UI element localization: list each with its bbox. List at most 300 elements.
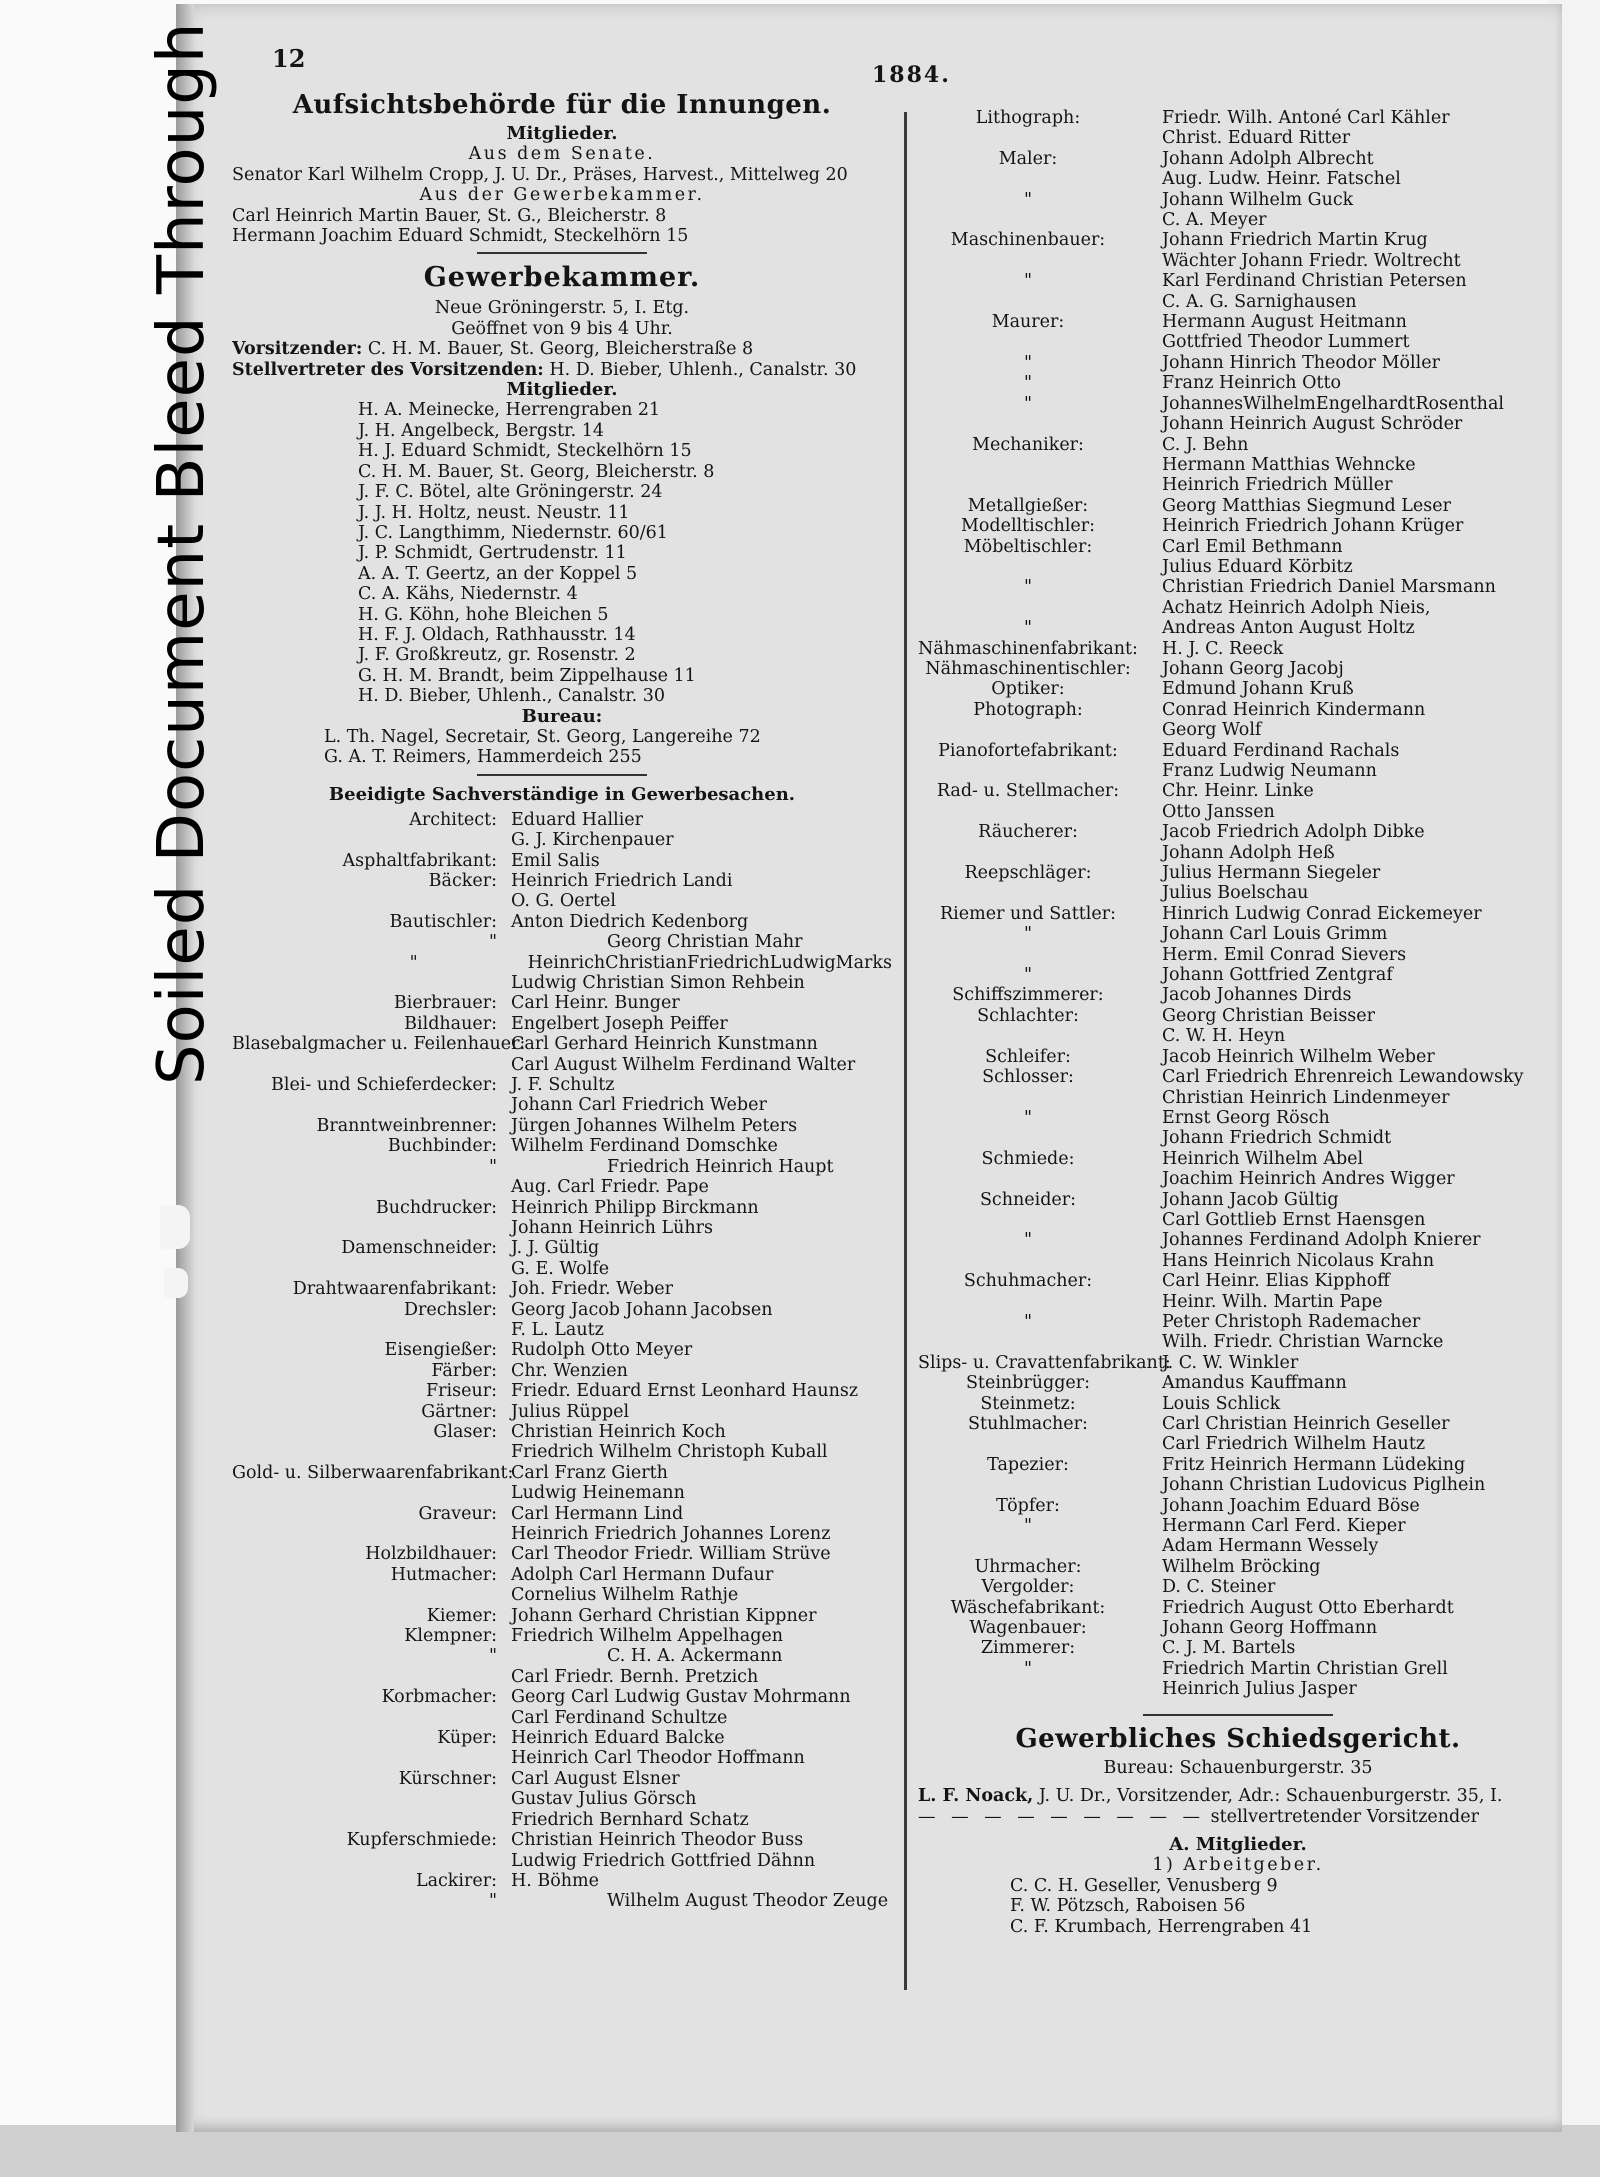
scan-bottom-margin (0, 2125, 1600, 2177)
sv-expert-name: Hinrich Ludwig Conrad Eickemeyer (1162, 903, 1482, 924)
sv-trade-label (232, 1442, 511, 1462)
sv-entry-row (232, 1259, 892, 1279)
sv-trade-label: Schlachter: (977, 1005, 1079, 1026)
gk-member-row: A. A. T. Geertz, an der Koppel 5 (358, 563, 638, 584)
sv-entry-row (232, 1116, 892, 1136)
gk-member-row: J. J. H. Holtz, neust. Neustr. 11 (358, 502, 630, 523)
sv-expert-name: Georg Jacob Johann Jacobsen (511, 1299, 773, 1320)
sv-trade-label (918, 843, 1138, 863)
schiedsgericht-bureau: Bureau: Schauenburgerstr. 35 (1103, 1757, 1373, 1778)
sv-entry-row (232, 1708, 892, 1728)
sv-trade-label: Töpfer: (996, 1495, 1060, 1516)
sv-trade-label: Holzbildhauer: (365, 1544, 497, 1565)
sv-expert-name: Johann Gerhard Christian Kippner (511, 1605, 817, 1626)
sv-trade-label: Damenschneider: (341, 1238, 497, 1259)
sv-trade-label: Maschinenbauer: (950, 230, 1106, 251)
sv-entry-row (918, 1536, 1558, 1556)
sv-trade-label (232, 1524, 511, 1544)
sv-expert-name: Ludwig Heinemann (511, 1483, 685, 1504)
sv-expert-name: Johann Carl Friedrich Weber (511, 1095, 767, 1116)
sv-expert-name: Hermann August Heitmann (1162, 312, 1407, 333)
sv-entry-row (918, 1190, 1558, 1210)
sv-expert-name: Herm. Emil Conrad Sievers (1162, 944, 1407, 965)
sv-trade-label (232, 1320, 511, 1340)
sachverstaendige-title: Beeidigte Sachverständige in Gewerbesachen. (328, 783, 796, 805)
schiedsgericht-chair-name: L. F. Noack, (918, 1786, 1034, 1807)
sv-expert-name: Johann Christian Ludovicus Piglhein (1162, 1475, 1486, 1496)
sv-trade-label: Drahtwaarenfabrikant: (292, 1279, 497, 1300)
sv-entry-row (918, 1659, 1558, 1679)
sv-expert-name: Carl Friedrich Wilhelm Hautz (1162, 1434, 1426, 1455)
sv-expert-name: Georg Carl Ludwig Gustav Mohrmann (511, 1687, 851, 1708)
sv-expert-name: Jacob Johannes Dirds (1162, 985, 1352, 1006)
sv-trade-label: Nähmaschinenfabrikant: (918, 638, 1138, 659)
sv-entry-row (232, 1483, 892, 1503)
sv-expert-name: O. G. Oertel (511, 891, 616, 912)
sv-entry-row (232, 993, 892, 1013)
sv-trade-label: Wagenbauer: (969, 1618, 1087, 1639)
sv-trade-label: Korbmacher: (381, 1687, 497, 1708)
sv-entry-row (232, 1442, 892, 1462)
sv-entry-row (918, 128, 1558, 148)
sv-entry-row (232, 912, 892, 932)
sv-expert-name: H. J. C. Reeck (1162, 638, 1284, 659)
sv-expert-name: Carl August Wilhelm Ferdinand Walter (511, 1054, 856, 1075)
sv-expert-name: Wilhelm August Theodor Zeuge (607, 1891, 889, 1912)
sv-entry-row (918, 149, 1558, 169)
sv-entry-row (232, 1544, 892, 1564)
sv-entry-row (918, 1271, 1558, 1291)
sv-trade-label: Schuhmacher: (963, 1271, 1093, 1292)
gewerbekammer-address: Neue Gröningerstr. 5, I. Etg. (434, 298, 690, 319)
sv-expert-name: Carl Friedr. Bernh. Pretzich (511, 1666, 759, 1687)
sv-entry-row (918, 230, 1558, 250)
sv-expert-name: Gottfried Theodor Lummert (1162, 332, 1410, 353)
sv-entry-row (918, 924, 1558, 944)
sv-entry-row (918, 271, 1558, 291)
sv-trade-label: Stuhlmacher: (968, 1414, 1088, 1434)
sv-expert-name: Engelbert Joseph Peiffer (511, 1013, 728, 1034)
sv-expert-name: Carl Emil Bethmann (1162, 536, 1343, 557)
sv-expert-name: G. E. Wolfe (511, 1258, 610, 1279)
sv-entry-row (918, 843, 1558, 863)
sv-trade-label: Metallgießer: (967, 495, 1089, 516)
sv-entry-row (918, 904, 1558, 924)
sv-trade-label (232, 1095, 511, 1115)
sv-entry-row (918, 1210, 1558, 1230)
sv-expert-name: D. C. Steiner (1162, 1577, 1276, 1598)
gk-member-row: C. A. Kähs, Niedernstr. 4 (358, 584, 578, 605)
sv-expert-name: Heinrich Julius Jasper (1162, 1679, 1357, 1700)
sv-expert-name: Carl Christian Heinrich Geseller (1162, 1414, 1450, 1434)
sv-trade-label (918, 598, 1138, 618)
sv-entry-row (918, 1128, 1558, 1148)
sv-expert-name: C. J. M. Bartels (1162, 1638, 1296, 1659)
sv-expert-name: J. C. W. Winkler (1162, 1352, 1299, 1373)
sv-trade-label: Reepschläger: (964, 863, 1092, 884)
sv-entry-row (918, 761, 1558, 781)
sv-trade-label: Tapezier: (987, 1454, 1069, 1475)
gk-member-row: J. H. Angelbeck, Bergstr. 14 (358, 420, 604, 441)
sv-expert-name: Friedrich Heinrich Haupt (607, 1156, 834, 1177)
sv-expert-name: Otto Janssen (1162, 801, 1275, 822)
sv-trade-label: Asphaltfabrikant: (342, 850, 497, 871)
sv-trade-label: Architect: (409, 809, 497, 830)
sv-trade-label: Schneider: (979, 1189, 1077, 1210)
sv-entry-row (232, 973, 892, 993)
sv-expert-name: Wilh. Friedr. Christian Warncke (1162, 1332, 1444, 1353)
sv-trade-label: Graveur: (418, 1503, 497, 1524)
sv-trade-label (232, 973, 511, 993)
page-number: 12 (272, 44, 306, 73)
sv-trade-label: Bäcker: (428, 871, 497, 891)
sv-expert-name: Chr. Wenzien (511, 1360, 628, 1381)
sv-entry-row (232, 1157, 892, 1177)
sv-trade-label (232, 1585, 511, 1605)
gk-member-row: H. G. Köhn, hohe Bleichen 5 (358, 604, 609, 625)
sv-entry-row (918, 332, 1558, 352)
sv-expert-name: F. L. Lautz (511, 1319, 604, 1340)
column-divider (904, 112, 907, 1990)
sv-entry-row (918, 659, 1558, 679)
gk-member-row: J. F. C. Bötel, alte Gröningerstr. 24 (358, 482, 663, 503)
sv-trade-label: " (1023, 618, 1033, 639)
sv-trade-label: " (488, 932, 497, 953)
sv-trade-label: Pianofortefabrikant: (938, 740, 1118, 761)
sv-trade-label (918, 128, 1138, 148)
sv-expert-name: Heinrich Friedrich Johann Krüger (1162, 516, 1464, 537)
deputy-name: H. D. Bieber, Uhlenh., Canalstr. 30 (549, 359, 857, 380)
sv-trade-label: Blei- und Schieferdecker: (271, 1075, 497, 1096)
deputy-line (232, 360, 892, 380)
sv-trade-label (918, 1026, 1138, 1046)
sv-entry-row (232, 1361, 892, 1381)
employer-row: C. C. H. Geseller, Venusberg 9 (1010, 1875, 1278, 1896)
sv-expert-name: Adolph Carl Hermann Dufaur (511, 1564, 774, 1585)
sv-trade-label: Optiker: (991, 679, 1065, 700)
sv-entry-row (232, 1646, 892, 1666)
gk-members-title: Mitglieder. (506, 379, 618, 401)
sv-trade-label: Räucherer: (978, 822, 1078, 843)
sv-expert-name: C. A. G. Sarnighausen (1162, 291, 1357, 312)
schiedsgericht-deputy-text: stellvertretender Vorsitzender (1210, 1806, 1479, 1827)
sv-expert-name: Johann Georg Hoffmann (1162, 1618, 1378, 1639)
sv-expert-name: Jacob Friedrich Adolph Dibke (1162, 822, 1425, 843)
sv-trade-label: Schleifer: (985, 1046, 1071, 1067)
sv-expert-name: Adam Hermann Wessely (1162, 1536, 1379, 1557)
sv-entry-row (232, 1055, 892, 1075)
sv-expert-name: Friedrich Martin Christian Grell (1162, 1658, 1448, 1679)
sv-expert-name: J. F. Schultz (511, 1075, 615, 1096)
sv-trade-label: Steinbrügger: (965, 1373, 1091, 1394)
sv-entry-row (232, 1606, 892, 1626)
sv-expert-name: Peter Christoph Rademacher (1162, 1311, 1421, 1332)
left-column (232, 86, 892, 1912)
sv-trade-label (918, 883, 1138, 903)
sv-trade-label: Gold- u. Silberwaarenfabrikant: (232, 1462, 514, 1483)
sv-trade-label: " (1023, 373, 1033, 394)
sv-entry-row (918, 1557, 1558, 1577)
sv-expert-name: Ludwig Christian Simon Rehbein (511, 973, 805, 994)
sv-entry-row (232, 1381, 892, 1401)
sv-expert-name: Heinrich Carl Theodor Hoffmann (511, 1748, 805, 1769)
sv-trade-label: Branntweinbrenner: (316, 1115, 497, 1136)
deputy-dashes: — — — — — — — — — (918, 1806, 1206, 1827)
sv-expert-name: Julius Hermann Siegeler (1162, 863, 1381, 884)
sv-entry-row (232, 1769, 892, 1789)
sv-entry-row (918, 1353, 1558, 1373)
sv-entry-row (918, 557, 1558, 577)
sv-expert-name: Johann Gottfried Zentgraf (1162, 965, 1393, 986)
sv-trade-label: Glaser: (433, 1421, 497, 1442)
sv-entry-row (918, 1598, 1558, 1618)
sv-expert-name: Heinrich Wilhelm Abel (1162, 1148, 1364, 1169)
sv-expert-name: Johann Jacob Gültig (1162, 1189, 1339, 1210)
sv-trade-label: Eisengießer: (384, 1340, 497, 1361)
sv-entry-row (918, 455, 1558, 475)
gk-member-row: H. F. J. Oldach, Rathhausstr. 14 (358, 624, 636, 645)
chair-line (232, 339, 892, 359)
sv-trade-label (918, 720, 1138, 740)
gk-member-row: G. H. M. Brandt, beim Zippelhause 11 (358, 665, 696, 686)
sv-entry-row (232, 1218, 892, 1238)
sv-entry-row (918, 1373, 1558, 1393)
sv-entry-row (232, 1300, 892, 1320)
sv-trade-label (918, 1128, 1138, 1148)
sv-entry-row (918, 741, 1558, 761)
sv-entry-row (918, 475, 1558, 495)
sv-entry-row (918, 1312, 1558, 1332)
sv-expert-name: G. J. Kirchenpauer (511, 830, 674, 851)
sv-expert-name: Carl Gerhard Heinrich Kunstmann (511, 1034, 818, 1055)
sv-entry-row (918, 781, 1558, 801)
sv-trade-label: " (1023, 352, 1033, 373)
sv-trade-label: Färber: (431, 1360, 497, 1381)
chair-name: C. H. M. Bauer, St. Georg, Bleicherstraße 8 (367, 339, 754, 360)
sv-trade-label (918, 1088, 1138, 1108)
sv-expert-name: Heinr. Wilh. Martin Pape (1162, 1291, 1383, 1312)
sv-expert-name: Joachim Heinrich Andres Wigger (1162, 1169, 1455, 1190)
sv-expert-name: Carl Theodor Friedr. William Strüve (511, 1544, 831, 1565)
sv-trade-label: Buchdrucker: (375, 1197, 497, 1218)
sv-expert-name: Johann Georg Jacobj (1162, 658, 1344, 679)
sv-expert-name: Julius Boelschau (1162, 883, 1309, 904)
sv-expert-name: Christian Heinrich Koch (511, 1421, 726, 1442)
gk-member: Carl Heinrich Martin Bauer, St. G., Bleicherstr. 8 (232, 205, 667, 226)
sv-entry-row (918, 1108, 1558, 1128)
sv-trade-label (918, 1292, 1138, 1312)
sv-trade-label: Steinmetz: (980, 1393, 1076, 1414)
sv-right-list (918, 108, 1558, 1700)
sv-trade-label (232, 1055, 511, 1075)
sv-entry-row (918, 1047, 1558, 1067)
sv-trade-label (232, 1708, 511, 1728)
sv-expert-name: Franz Ludwig Neumann (1162, 761, 1377, 781)
sv-entry-row (232, 1136, 892, 1156)
sv-trade-label: Bildhauer: (404, 1013, 497, 1034)
sv-expert-name: Heinrich Philipp Birckmann (511, 1197, 759, 1218)
page-tear (164, 1268, 188, 1298)
sv-expert-name: C. H. A. Ackermann (607, 1646, 783, 1667)
sv-expert-name: Emil Salis (511, 850, 600, 871)
sv-expert-name: Hermann Matthias Wehncke (1162, 454, 1416, 475)
sv-entry-row (232, 1626, 892, 1646)
sv-trade-label: Wäschefabrikant: (950, 1597, 1106, 1618)
employer-row: C. F. Krumbach, Herrengraben 41 (1010, 1916, 1313, 1937)
bureau-row: G. A. T. Reimers, Hammerdeich 255 (324, 747, 642, 768)
sv-trade-label (918, 1679, 1138, 1699)
sv-trade-label: Rad- u. Stellmacher: (936, 781, 1120, 802)
sv-expert-name: Gustav Julius Görsch (511, 1789, 697, 1810)
sv-expert-name: Carl Heinr. Elias Kipphoff (1162, 1271, 1390, 1292)
sv-entry-row (918, 108, 1558, 128)
sv-expert-name: Julius Eduard Körbitz (1162, 556, 1353, 577)
sv-entry-row (918, 1149, 1558, 1169)
sv-trade-label (232, 1177, 511, 1197)
sv-expert-name: Carl Franz Gierth (511, 1462, 668, 1483)
sv-trade-label: Mechaniker: (972, 434, 1084, 455)
sv-trade-label: Slips- u. Cravattenfabrikant: (918, 1352, 1171, 1373)
sv-trade-label: Möbeltischler: (963, 536, 1093, 557)
sv-trade-label: Zimmerer: (980, 1638, 1076, 1659)
schiedsgericht-chair (918, 1786, 1558, 1806)
sv-entry-row (918, 251, 1558, 271)
sv-entry-row (232, 1238, 892, 1258)
sv-trade-label (232, 1748, 511, 1768)
sv-entry-row (232, 1402, 892, 1422)
sv-expert-name: Georg Christian Beisser (1162, 1005, 1375, 1026)
sv-trade-label: Gärtner: (421, 1401, 497, 1422)
sv-expert-name: Friedrich Wilhelm Christoph Kuball (511, 1442, 828, 1463)
sv-trade-label (918, 1475, 1138, 1495)
sv-trade-label (918, 332, 1138, 352)
sv-expert-name: Edmund Johann Kruß (1162, 679, 1354, 700)
sv-trade-label: Hutmacher: (390, 1564, 497, 1585)
sv-entry-row (918, 190, 1558, 210)
sv-entry-row (232, 1422, 892, 1442)
sv-expert-name: Johann Adolph Heß (1162, 842, 1335, 863)
sv-entry-row (232, 1279, 892, 1299)
sv-expert-name: Conrad Heinrich Kindermann (1162, 699, 1426, 720)
sv-expert-name: Friedrich Bernhard Schatz (511, 1809, 749, 1830)
sv-expert-name: Wilhelm Bröcking (1162, 1556, 1321, 1577)
sv-expert-name: Aug. Ludw. Heinr. Fatschel (1162, 169, 1401, 190)
sv-expert-name: Carl Hermann Lind (511, 1503, 684, 1524)
sv-trade-label: Kiemer: (426, 1605, 497, 1626)
sv-entry-row (918, 883, 1558, 903)
sv-expert-name: Eduard Hallier (511, 809, 644, 830)
sv-trade-label: " (1023, 1658, 1033, 1679)
sv-entry-row (918, 1292, 1558, 1312)
sv-entry-row (232, 1667, 892, 1687)
sv-trade-label: " (488, 1156, 497, 1177)
sv-entry-row (918, 802, 1558, 822)
sv-entry-row (918, 618, 1558, 638)
sv-expert-name: Rudolph Otto Meyer (511, 1340, 693, 1361)
sv-entry-row (918, 1455, 1558, 1475)
sv-trade-label: " (1023, 393, 1033, 414)
sv-trade-label: Lithograph: (975, 108, 1081, 128)
employer-row: F. W. Pötzsch, Raboisen 56 (1010, 1896, 1246, 1917)
sv-entry-row (918, 210, 1558, 230)
sv-trade-label: " (1023, 1516, 1033, 1537)
sv-expert-name: Christian Heinrich Lindenmeyer (1162, 1087, 1450, 1108)
sv-trade-label: Buchbinder: (387, 1136, 497, 1157)
page-year: 1884. (872, 62, 951, 88)
sv-trade-label: " (409, 952, 418, 973)
sv-entry-row (232, 1789, 892, 1809)
sv-expert-name: Carl August Elsner (511, 1768, 680, 1789)
sv-entry-row (232, 1687, 892, 1707)
sv-entry-row (232, 1585, 892, 1605)
sv-expert-name: J. J. Gültig (511, 1238, 600, 1259)
sv-trade-label: Drechsler: (403, 1299, 497, 1320)
sv-entry-row (232, 810, 892, 830)
sv-entry-row (232, 1340, 892, 1360)
gk-member-row: J. C. Langthimm, Niedernstr. 60/61 (358, 522, 668, 543)
sv-trade-label (232, 1851, 511, 1871)
sv-entry-row (232, 953, 892, 973)
sv-entry-row (232, 1830, 892, 1850)
sv-trade-label: " (488, 1891, 497, 1912)
sv-entry-row (918, 577, 1558, 597)
aufsicht-members-title: Mitglieder. (506, 123, 618, 144)
sv-entry-row (232, 1871, 892, 1891)
sv-trade-label: " (1023, 1311, 1033, 1332)
sv-expert-name: Fritz Heinrich Hermann Lüdeking (1162, 1454, 1466, 1475)
sv-entry-row (232, 1728, 892, 1748)
sv-trade-label: Maurer: (991, 312, 1065, 333)
sv-entry-row (232, 1320, 892, 1340)
sv-expert-name: Ernst Georg Rösch (1162, 1107, 1330, 1128)
page-tear (160, 1205, 190, 1249)
sv-trade-label: Küper: (437, 1728, 497, 1749)
sv-entry-row (232, 932, 892, 952)
sv-expert-name: Friedr. Wilh. Antoné Carl Kähler (1162, 108, 1450, 128)
sv-expert-name: Johann Adolph Albrecht (1162, 148, 1374, 169)
sv-entry-row (232, 891, 892, 911)
sv-entry-row (232, 830, 892, 850)
sv-trade-label: Kürschner: (398, 1768, 497, 1789)
sv-expert-name: C. A. Meyer (1162, 210, 1267, 231)
sv-entry-row (918, 537, 1558, 557)
schiedsgericht-title: Gewerbliches Schiedsgericht. (1015, 1723, 1461, 1754)
sv-expert-name: Cornelius Wilhelm Rathje (511, 1585, 739, 1606)
bureau-row: L. Th. Nagel, Secretair, St. Georg, Langereihe 72 (324, 726, 761, 747)
sv-trade-label: Blasebalgmacher u. Feilenhauer: (232, 1034, 526, 1055)
sv-expert-name: Eduard Ferdinand Rachals (1162, 740, 1400, 761)
sv-entry-row (918, 945, 1558, 965)
sv-entry-row (918, 598, 1558, 618)
sv-entry-row (232, 851, 892, 871)
sv-trade-label: " (1023, 1107, 1033, 1128)
gk-member-row: J. F. Großkreutz, gr. Rosenstr. 2 (358, 645, 636, 666)
sv-trade-label (918, 1210, 1138, 1230)
sv-expert-name: Carl Gottlieb Ernst Haensgen (1162, 1209, 1426, 1230)
sv-trade-label: Modelltischler: (960, 516, 1096, 537)
sv-entry-row (918, 1088, 1558, 1108)
schiedsgericht-members-title: A. Mitglieder. (1169, 1833, 1307, 1855)
sv-entry-row (232, 871, 892, 891)
sv-expert-name: Amandus Kauffmann (1162, 1373, 1347, 1394)
sv-entry-row (232, 1075, 892, 1095)
chair-label: Vorsitzender: (232, 339, 363, 360)
sv-expert-name: Friedrich August Otto Eberhardt (1162, 1597, 1454, 1618)
sv-entry-row (918, 516, 1558, 536)
sv-entry-row (918, 1067, 1558, 1087)
sv-entry-row (232, 1748, 892, 1768)
sv-expert-name: Christian Heinrich Theodor Buss (511, 1830, 804, 1851)
